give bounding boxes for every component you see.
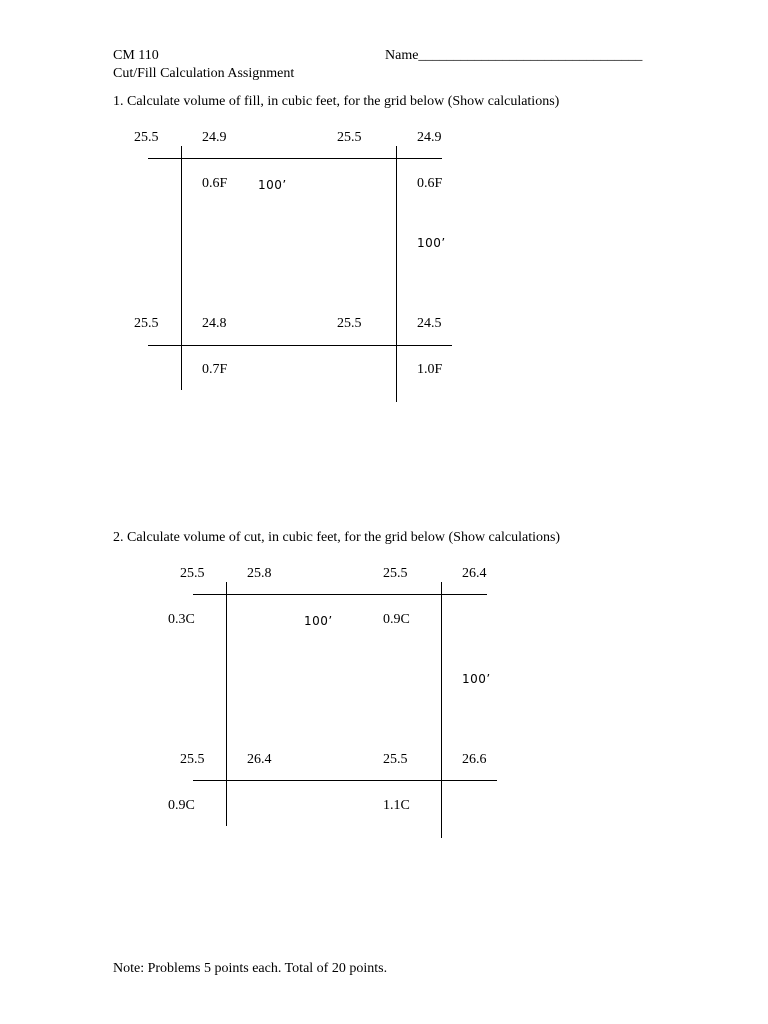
p1-top-right-existing: 25.5 [337,130,362,145]
p1-bottom-right-diff: 1.0F [417,362,443,377]
p1-right-grid-line [396,146,397,402]
p1-top-left-existing: 25.5 [134,130,159,145]
problem-1-question: 1. Calculate volume of fill, in cubic feet, for the grid below (Show calculations) [113,94,560,109]
points-note: Note: Problems 5 points each. Total of 20 points. [113,961,388,976]
p2-bottom-left-proposed: 26.4 [247,752,272,767]
p1-bottom-grid-line [148,345,452,346]
p1-bottom-right-existing: 25.5 [337,316,362,331]
p1-left-grid-line [181,146,182,390]
assignment-title: Cut/Fill Calculation Assignment [113,66,295,81]
p1-top-left-diff: 0.6F [202,176,228,191]
p1-top-left-proposed: 24.9 [202,130,227,145]
p2-top-right-diff: 0.9C [383,612,410,627]
problem-2-question: 2. Calculate volume of cut, in cubic feet, for the grid below (Show calculations) [113,530,561,545]
p1-top-grid-line [148,158,442,159]
p2-bottom-left-existing: 25.5 [180,752,205,767]
p2-right-grid-line [441,582,442,838]
p1-bottom-right-proposed: 24.5 [417,316,442,331]
p1-side-dimension: 100’ [417,236,446,250]
p2-top-dimension: 100’ [304,614,333,628]
p1-bottom-left-diff: 0.7F [202,362,228,377]
p2-side-dimension: 100’ [462,672,491,686]
p1-bottom-left-proposed: 24.8 [202,316,227,331]
p2-top-left-diff: 0.3C [168,612,195,627]
p2-bottom-right-existing: 25.5 [383,752,408,767]
p2-bottom-right-proposed: 26.6 [462,752,487,767]
p2-bottom-grid-line [193,780,497,781]
p2-top-grid-line [193,594,487,595]
p2-top-left-proposed: 25.8 [247,566,272,581]
p1-bottom-left-existing: 25.5 [134,316,159,331]
name-field: Name________________________________ [385,48,643,63]
p2-left-grid-line [226,582,227,826]
course-code: CM 110 [113,48,159,63]
p2-top-right-existing: 25.5 [383,566,408,581]
p1-top-dimension: 100’ [258,178,287,192]
p2-bottom-right-diff: 1.1C [383,798,410,813]
p1-top-right-diff: 0.6F [417,176,443,191]
p2-top-right-proposed: 26.4 [462,566,487,581]
p2-top-left-existing: 25.5 [180,566,205,581]
p2-bottom-left-diff: 0.9C [168,798,195,813]
p1-top-right-proposed: 24.9 [417,130,442,145]
